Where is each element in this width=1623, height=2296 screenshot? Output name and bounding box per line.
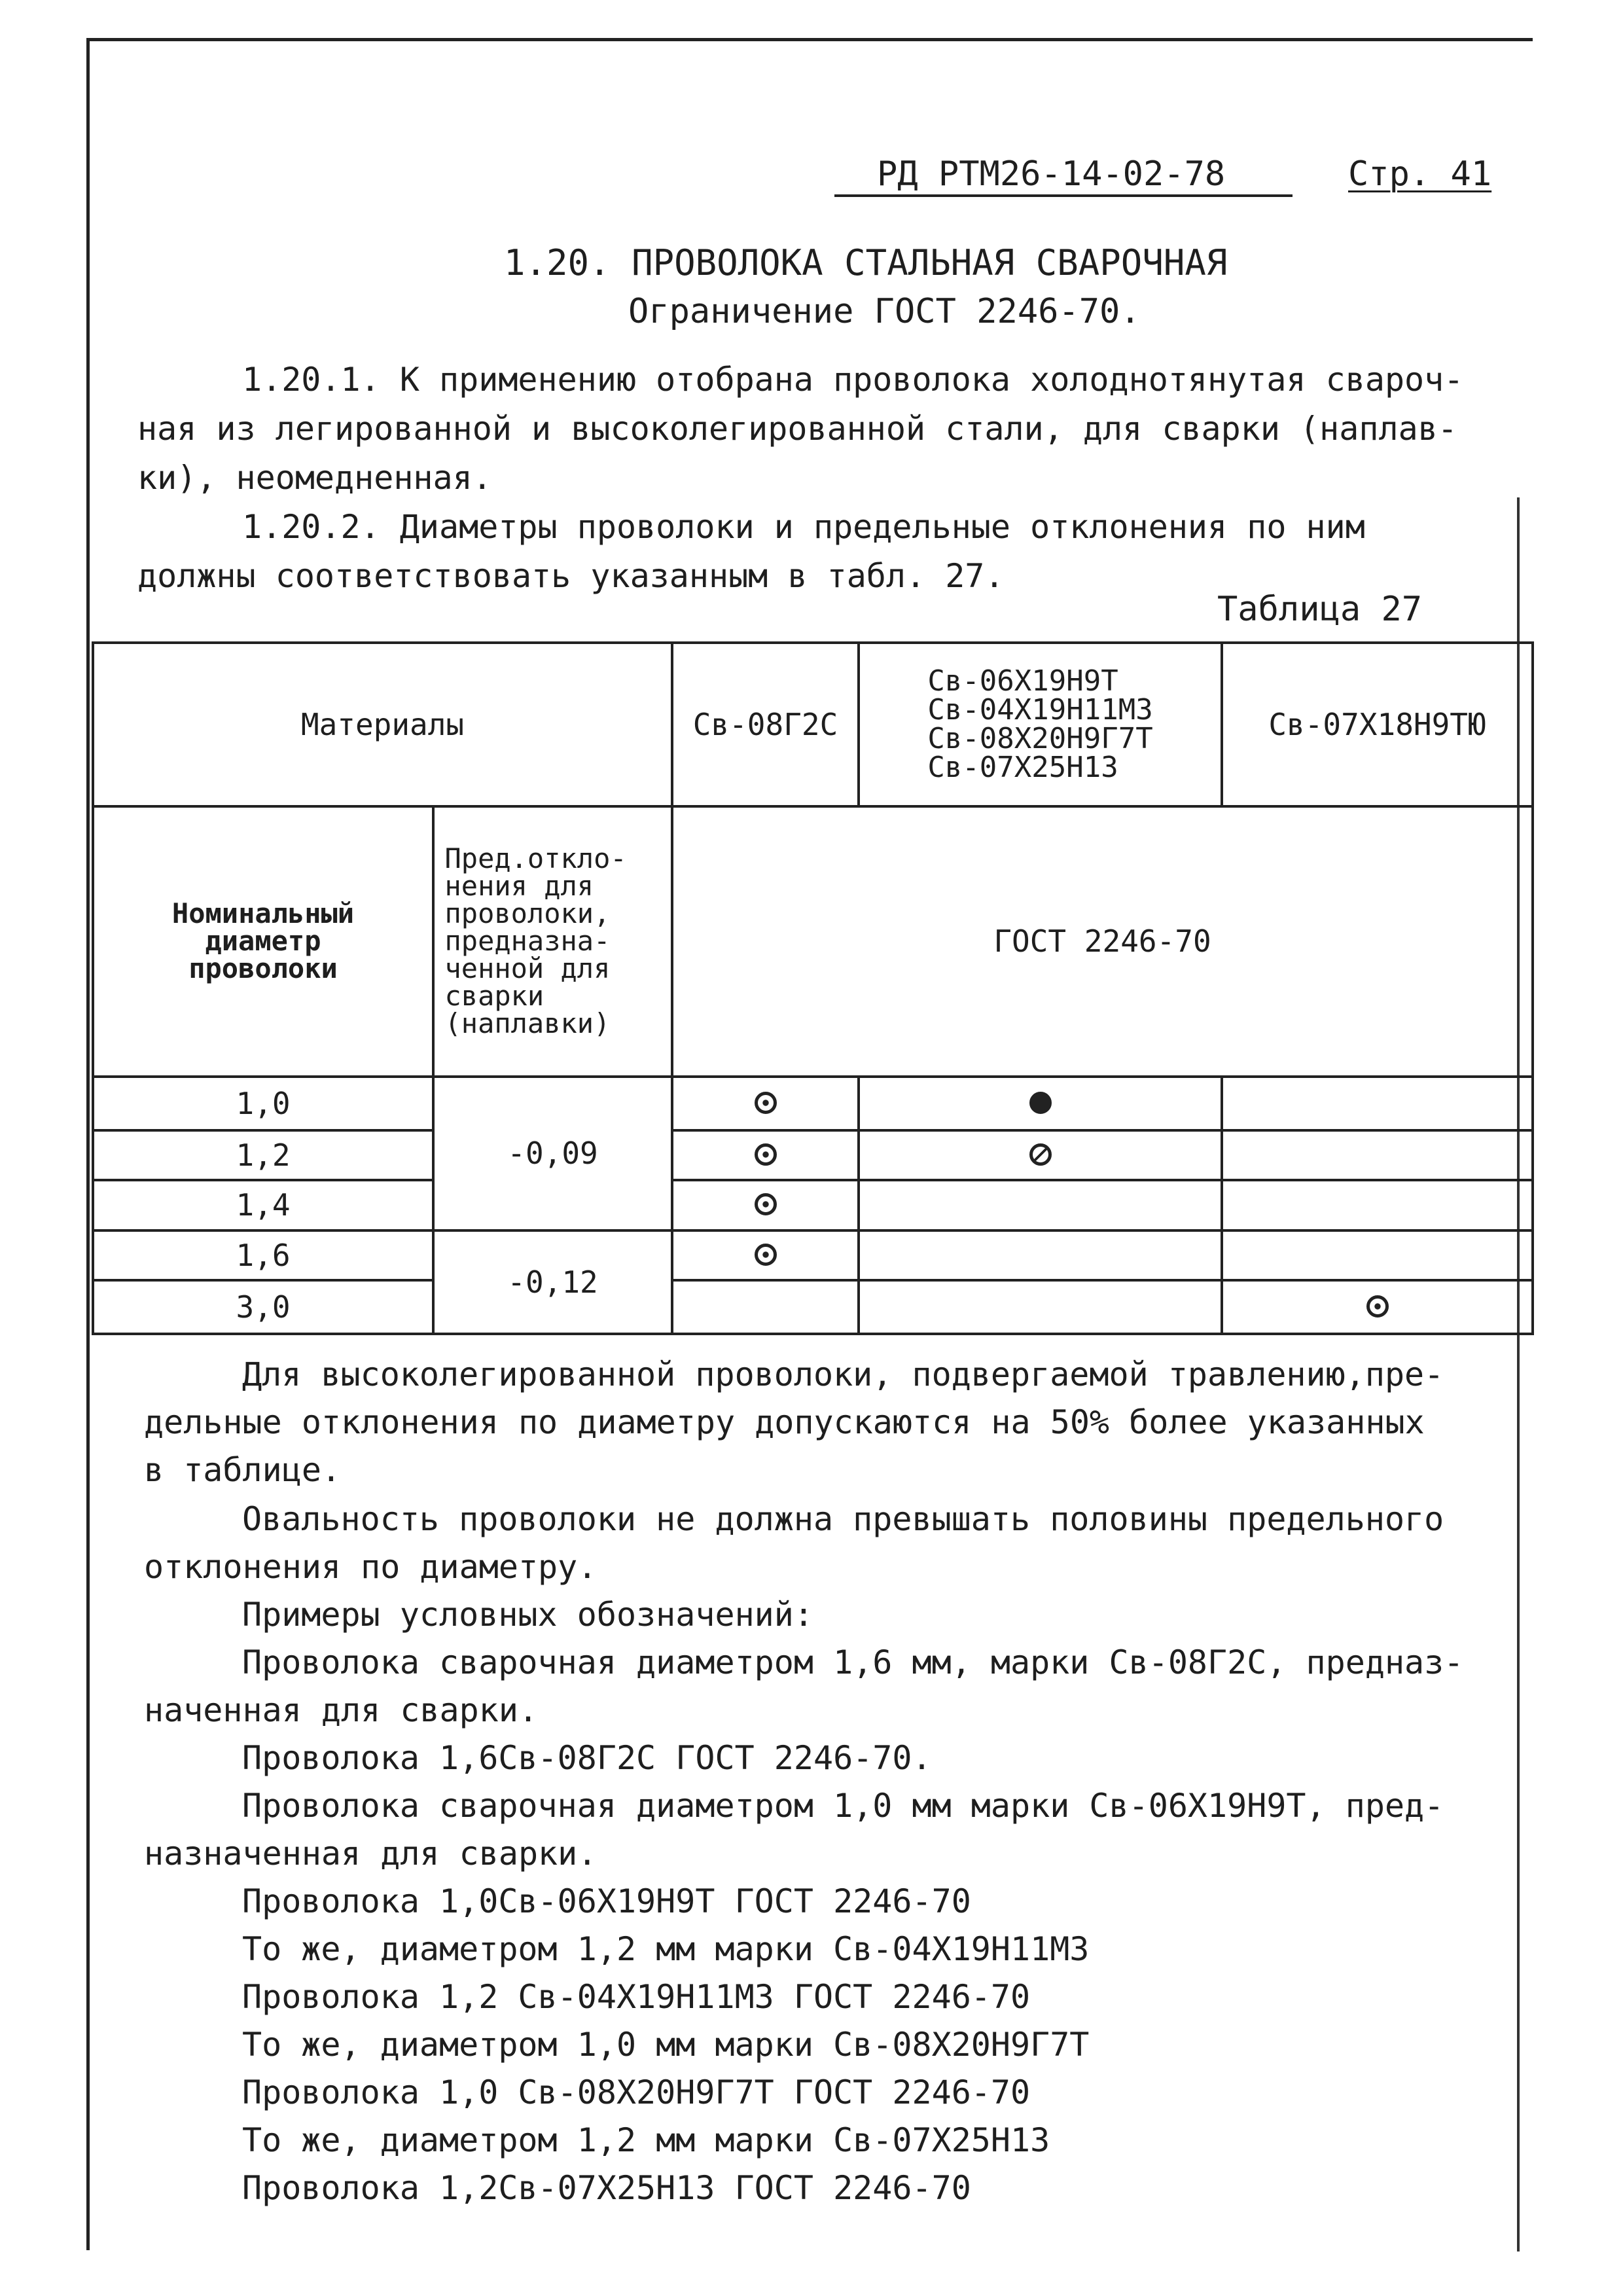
mark-cell xyxy=(859,1180,1222,1230)
circle-mark-icon xyxy=(755,1143,777,1166)
material-col-2-item: Св-07Х25Н13 xyxy=(927,750,1118,784)
note-line: назначенная для сварки. xyxy=(144,1835,597,1873)
note-line: Для высоколегированной проволоки, подвергаемой травлению,пре- xyxy=(242,1355,1444,1393)
deviation-header xyxy=(433,806,672,1077)
note-line: То же, диаметром 1,0 мм марки Св-08Х20Н9Г7Т xyxy=(242,2026,1090,2064)
paragraph-1-line-3: ки), неомедненная. xyxy=(137,459,492,497)
mark-cell xyxy=(859,1230,1222,1281)
circle-mark-icon xyxy=(755,1193,777,1215)
mark-cell xyxy=(1222,1130,1533,1181)
wire-table xyxy=(92,641,1534,1335)
circle-mark-icon xyxy=(1366,1295,1389,1318)
note-line: Проволока 1,6Св-08Г2С ГОСТ 2246-70. xyxy=(242,1739,932,1777)
note-line: в таблице. xyxy=(144,1451,342,1489)
mark-cell xyxy=(672,1280,859,1334)
section-title: 1.20. ПРОВОЛОКА СТАЛЬНАЯ СВАРОЧНАЯ xyxy=(504,242,1228,283)
note-line: наченная для сварки. xyxy=(144,1691,539,1729)
circle-mark-icon xyxy=(755,1244,777,1266)
mark-cell xyxy=(859,1130,1222,1181)
circle-mark-icon xyxy=(755,1092,777,1114)
note-line: Проволока 1,0Св-06Х19Н9Т ГОСТ 2246-70 xyxy=(242,1882,971,1920)
mark-cell xyxy=(859,1077,1222,1130)
table-row xyxy=(93,1077,1533,1130)
paragraph-2-line-2: должны соответствовать указанным в табл. 27. xyxy=(137,557,1005,595)
mark-cell xyxy=(1222,1077,1533,1130)
document-code-underline xyxy=(834,194,1293,197)
note-line: дельные отклонения по диаметру допускаются на 50% более указанных xyxy=(144,1403,1425,1441)
note-line: Проволока 1,2Св-07Х25Н13 ГОСТ 2246-70 xyxy=(242,2169,971,2207)
mark-cell xyxy=(1222,1180,1533,1230)
table-row xyxy=(93,1180,1533,1230)
mark-cell xyxy=(1222,1230,1533,1281)
material-col-3: Св-07Х18Н9ТЮ xyxy=(1222,643,1533,806)
deviation-cell: -0,09 xyxy=(433,1077,672,1230)
deviation-header-text: Пред.откло-нения для проволоки, предназна-ченной для сварки (наплавки) xyxy=(444,842,627,1039)
page-frame-left xyxy=(86,38,90,2250)
paragraph-1-line-1: 1.20.1. К применению отобрана проволока холоднотянутая свароч- xyxy=(242,361,1464,399)
mark-cell xyxy=(672,1077,859,1130)
note-line: отклонения по диаметру. xyxy=(144,1548,597,1586)
mark-cell xyxy=(672,1230,859,1281)
document-code: РД РТМ26-14-02-78 xyxy=(877,154,1226,194)
diameter-cell: 1,6 xyxy=(93,1230,433,1281)
page-number: Стр. 41 xyxy=(1348,154,1492,194)
diameter-cell: 3,0 xyxy=(93,1280,433,1334)
note-line: Проволока сварочная диаметром 1,0 мм марки Св-06Х19Н9Т, пред- xyxy=(242,1787,1444,1825)
mark-cell xyxy=(1222,1280,1533,1334)
diameter-cell: 1,4 xyxy=(93,1180,433,1230)
note-line: Проволока 1,0 Св-08Х20Н9Г7Т ГОСТ 2246-70 xyxy=(242,2073,1031,2111)
diameter-cell: 1,2 xyxy=(93,1130,433,1181)
material-col-1: Св-08Г2С xyxy=(672,643,859,806)
diameter-cell: 1,0 xyxy=(93,1077,433,1130)
note-line: То же, диаметром 1,2 мм марки Св-04Х19Н11М3 xyxy=(242,1930,1090,1968)
table-row xyxy=(93,1230,1533,1281)
material-col-2-item: Св-06Х19Н9Т xyxy=(927,664,1118,698)
nominal-diameter-header xyxy=(93,806,433,1077)
mark-cell xyxy=(672,1130,859,1181)
materials-header: Материалы xyxy=(93,643,672,806)
note-line: Примеры условных обозначений: xyxy=(242,1596,813,1634)
table-subheader-row xyxy=(93,806,1533,1077)
deviation-cell: -0,12 xyxy=(433,1230,672,1334)
nominal-diameter-header-text: Номинальный диаметр проволоки xyxy=(171,897,355,984)
filled-circle-mark-icon xyxy=(1029,1092,1052,1114)
note-line: То же, диаметром 1,2 мм марки Св-07Х25Н13 xyxy=(242,2121,1050,2159)
note-line: Овальность проволоки не должна превышать половины предельного xyxy=(242,1500,1444,1538)
material-col-2 xyxy=(859,643,1222,806)
paragraph-1-line-2: ная из легированной и высоколегированной стали, для сварки (наплав- xyxy=(137,410,1457,448)
note-line: Проволока 1,2 Св-04Х19Н11М3 ГОСТ 2246-70 xyxy=(242,1978,1031,2016)
section-subtitle: Ограничение ГОСТ 2246-70. xyxy=(628,292,1141,331)
material-col-2-item: Св-08Х20Н9Г7Т xyxy=(927,721,1153,755)
standard-header: ГОСТ 2246-70 xyxy=(672,806,1533,1077)
page-frame-top xyxy=(86,38,1533,41)
material-col-2-item: Св-04Х19Н11М3 xyxy=(927,692,1153,726)
paragraph-2-line-1: 1.20.2. Диаметры проволоки и предельные отклонения по ним xyxy=(242,508,1365,546)
mark-cell xyxy=(672,1180,859,1230)
table-header-row xyxy=(93,643,1533,806)
table-row xyxy=(93,1130,1533,1181)
note-line: Проволока сварочная диаметром 1,6 мм, марки Св-08Г2С, предназ- xyxy=(242,1643,1464,1681)
table-row xyxy=(93,1280,1533,1334)
mark-cell xyxy=(859,1280,1222,1334)
table-caption: Таблица 27 xyxy=(1217,590,1423,629)
slashed-circle-mark-icon xyxy=(1029,1143,1052,1166)
